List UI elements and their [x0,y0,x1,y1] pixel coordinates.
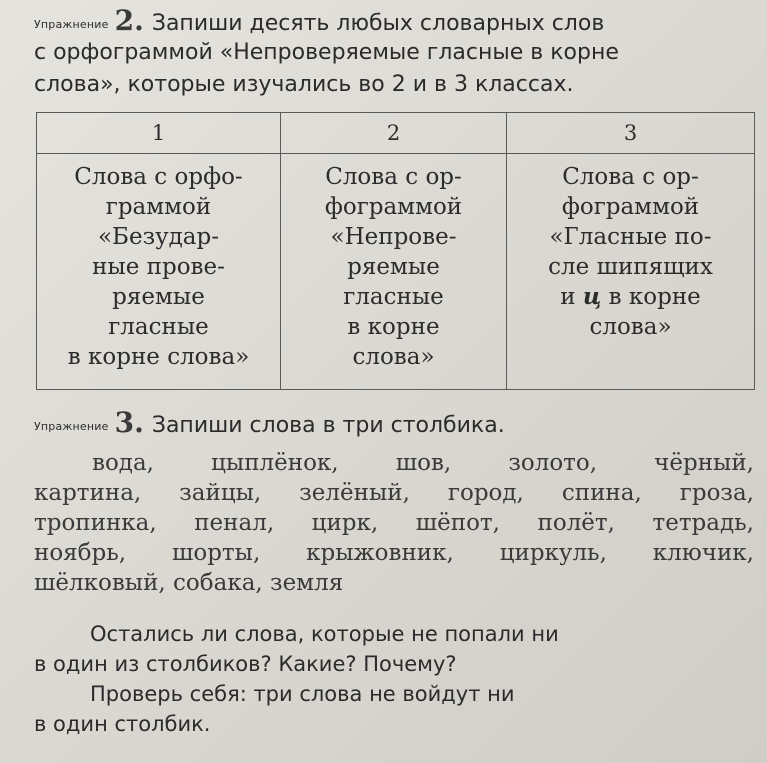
letter-ts: ц [582,283,602,310]
cell-line: в корне слова» [67,344,250,370]
cell-line: «Безудар- [97,224,220,250]
column-3-cell [507,154,755,390]
cell-line: сле шипящих [548,254,713,280]
exercise-2-title-line [34,6,604,40]
exercise-text: Запиши слова в три столбика. [151,413,505,438]
cell-line: «Непрове- [330,224,457,250]
check-line-1: Проверь себя: три слова не войдут ни [90,682,515,706]
word-line: картина, зайцы, зелёный, город, спина, гроза, [34,480,754,506]
exercise-text: Запиши десять любых словарных слов [151,11,605,36]
word-list [34,448,754,598]
cell-line: в корне [347,314,440,340]
question-line-2: в один из столбиков? Какие? Почему? [34,652,457,676]
column-header-3: 3 [507,113,755,154]
word-line: шёлковый, собака, земля [34,570,344,596]
cell-line [511,282,750,312]
column-header-1: 1 [37,113,281,154]
cell-line: фограммой [324,194,463,220]
exercise-2-line-2: с орфограммой «Непроверяемые гласные в корне [34,40,619,65]
word-line: тропинка, пенал, цирк, шёпот, полёт, тетрадь, [34,510,754,536]
column-header-2: 2 [281,113,507,154]
cell-line: «Гласные по- [549,224,712,250]
cell-line: ные прове- [92,254,225,280]
question-line-1: Остались ли слова, которые не попали ни [90,622,559,646]
orthogram-table [36,112,755,390]
cell-word: и [560,284,576,310]
check-line-2: в один столбик. [34,712,211,736]
exercise-3-title-line [34,408,505,442]
cell-line: ряемые [347,254,440,280]
cell-line: слова» [352,344,435,370]
exercise-2-line-3: слова», которые изучались во 2 и в 3 классах. [34,72,574,97]
cell-word: в корне [608,284,701,310]
cell-line: гласные [343,284,444,310]
cell-line: Слова с ор- [325,164,462,190]
cell-line: граммой [105,194,212,220]
exercise-number: 3. [114,406,144,439]
cell-line: ряемые [112,284,205,310]
word-line: ноябрь, шорты, крыжовник, циркуль, ключик, [34,540,754,566]
exercise-label: Упражнение [34,420,109,433]
cell-line: слова» [589,314,672,340]
table-header-row [37,113,755,154]
cell-line: Слова с ор- [562,164,699,190]
column-1-cell [37,154,281,390]
word-line: вода, цыплёнок, шов, золото, чёрный, [92,450,754,476]
table-body-row [37,154,755,390]
cell-line: фограммой [561,194,700,220]
exercise-label: Упражнение [34,18,109,31]
exercise-number: 2. [114,4,144,37]
column-2-cell [281,154,507,390]
cell-line: Слова с орфо- [74,164,243,190]
cell-line: гласные [108,314,209,340]
